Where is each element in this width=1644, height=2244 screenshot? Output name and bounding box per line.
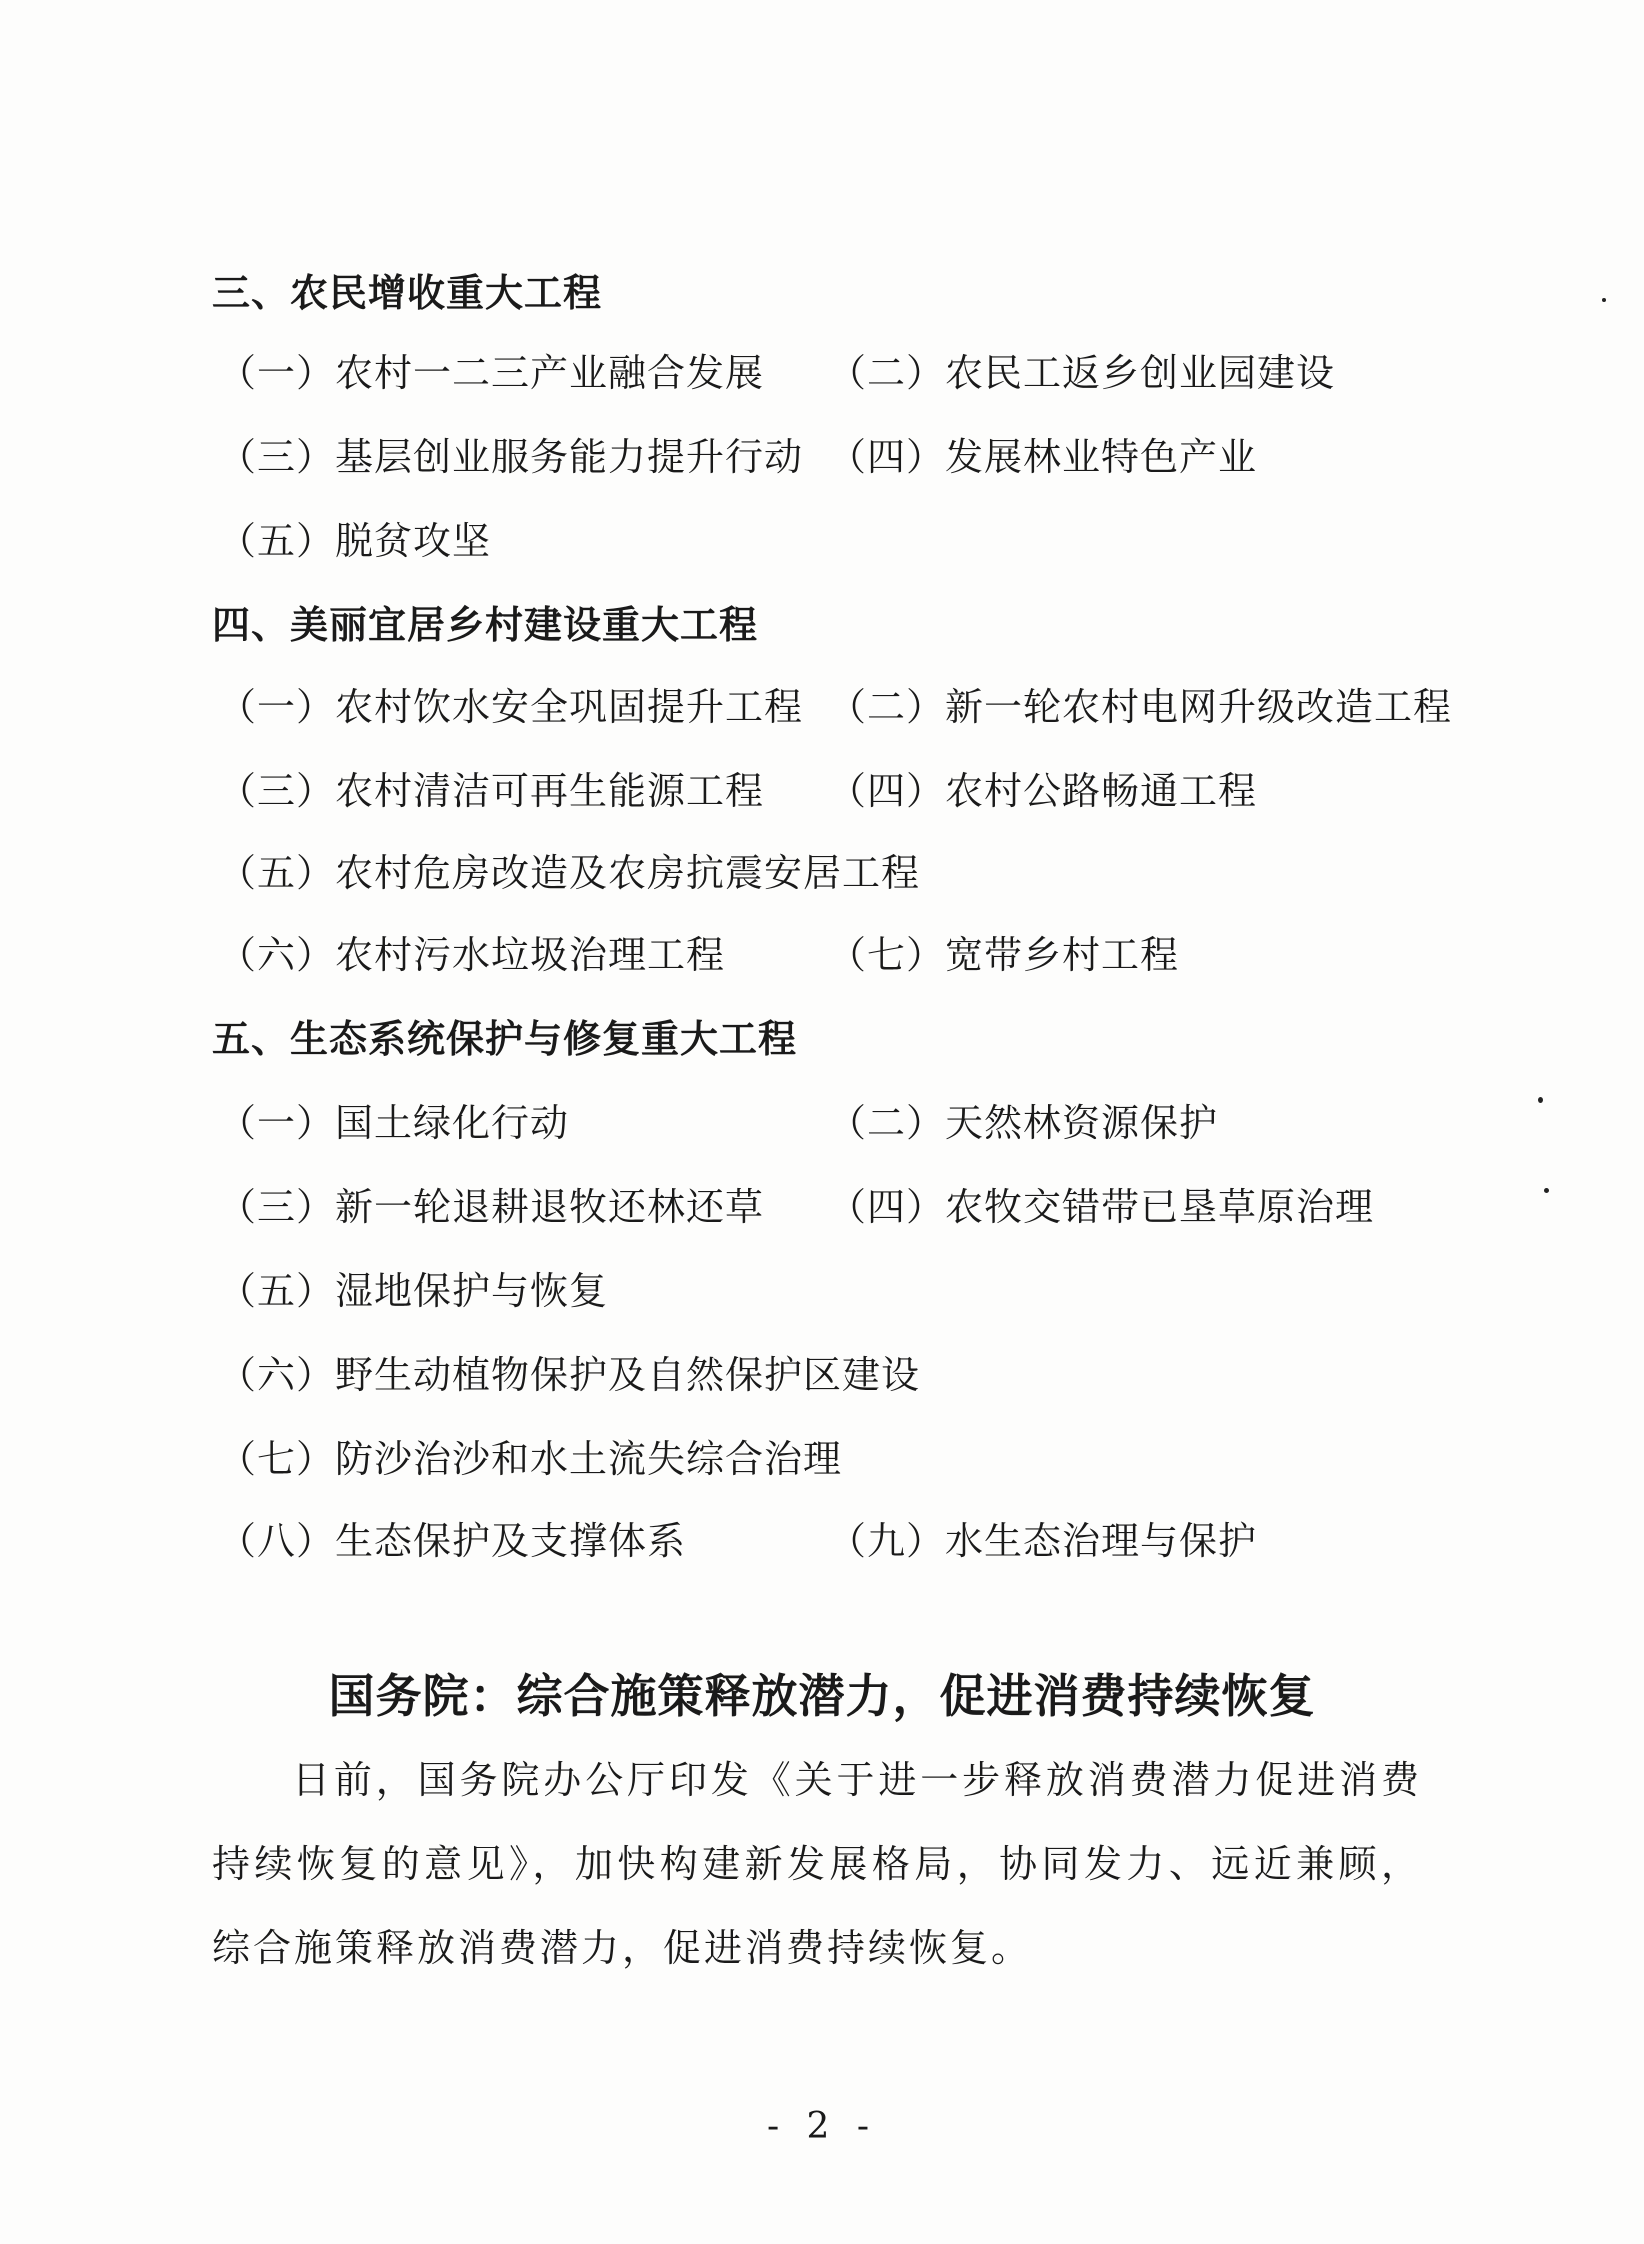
scan-speck bbox=[1544, 1188, 1549, 1193]
list-row bbox=[218, 1092, 1498, 1145]
list-row bbox=[218, 1176, 1498, 1229]
list-item: （二）农民工返乡创业园建设 bbox=[828, 351, 1336, 395]
list-item: （三）基层创业服务能力提升行动 bbox=[218, 435, 804, 479]
list-row bbox=[218, 1510, 1498, 1563]
list-item: （三）新一轮退耕退牧还林还草 bbox=[218, 1185, 765, 1229]
list-item: （七）防沙治沙和水土流失综合治理 bbox=[218, 1437, 843, 1481]
list-item: （八）生态保护及支撑体系 bbox=[218, 1519, 687, 1563]
section-heading: 三、农民增收重大工程 bbox=[212, 270, 603, 315]
list-item: （三）农村清洁可再生能源工程 bbox=[218, 769, 765, 813]
list-item: （二）新一轮农村电网升级改造工程 bbox=[828, 685, 1453, 729]
list-item: （五）农村危房改造及农房抗震安居工程 bbox=[218, 851, 921, 895]
list-item: （五）脱贫攻坚 bbox=[218, 519, 492, 563]
article-body: 日前，国务院办公厅印发《关于进一步释放消费潜力促进消费持续恢复的意见》，加快构建新发展格局，协同发力、远近兼顾，综合施策释放消费潜力，促进消费持续恢复。 bbox=[212, 1758, 1422, 1970]
list-row bbox=[218, 924, 1498, 977]
list-item: （九）水生态治理与保护 bbox=[828, 1519, 1258, 1563]
list-row bbox=[218, 510, 1498, 563]
list-item: （四）农村公路畅通工程 bbox=[828, 769, 1258, 813]
list-item: （一）国土绿化行动 bbox=[218, 1101, 570, 1145]
list-row bbox=[218, 1344, 1498, 1397]
list-item: （一）农村饮水安全巩固提升工程 bbox=[218, 685, 804, 729]
list-row bbox=[218, 1428, 1498, 1481]
scan-speck bbox=[1538, 1097, 1543, 1103]
scan-speck bbox=[1602, 298, 1606, 302]
section-heading: 五、生态系统保护与修复重大工程 bbox=[212, 1016, 798, 1061]
list-item: （六）野生动植物保护及自然保护区建设 bbox=[218, 1353, 921, 1397]
list-item: （五）湿地保护与恢复 bbox=[218, 1269, 609, 1313]
list-item: （四）农牧交错带已垦草原治理 bbox=[828, 1185, 1375, 1229]
list-item: （六）农村污水垃圾治理工程 bbox=[218, 933, 726, 977]
list-row bbox=[218, 1260, 1498, 1313]
list-row bbox=[218, 426, 1498, 479]
list-row bbox=[218, 342, 1498, 395]
list-item: （二）天然林资源保护 bbox=[828, 1101, 1219, 1145]
page-number: - 2 - bbox=[766, 2106, 878, 2147]
list-row bbox=[218, 676, 1498, 729]
list-item: （一）农村一二三产业融合发展 bbox=[218, 351, 765, 395]
list-row bbox=[218, 760, 1498, 813]
list-item: （七）宽带乡村工程 bbox=[828, 933, 1180, 977]
article-title: 国务院：综合施策释放潜力，促进消费持续恢复 bbox=[328, 1669, 1316, 1723]
list-row bbox=[218, 842, 1498, 895]
list-item: （四）发展林业特色产业 bbox=[828, 435, 1258, 479]
section-heading: 四、美丽宜居乡村建设重大工程 bbox=[212, 602, 759, 647]
